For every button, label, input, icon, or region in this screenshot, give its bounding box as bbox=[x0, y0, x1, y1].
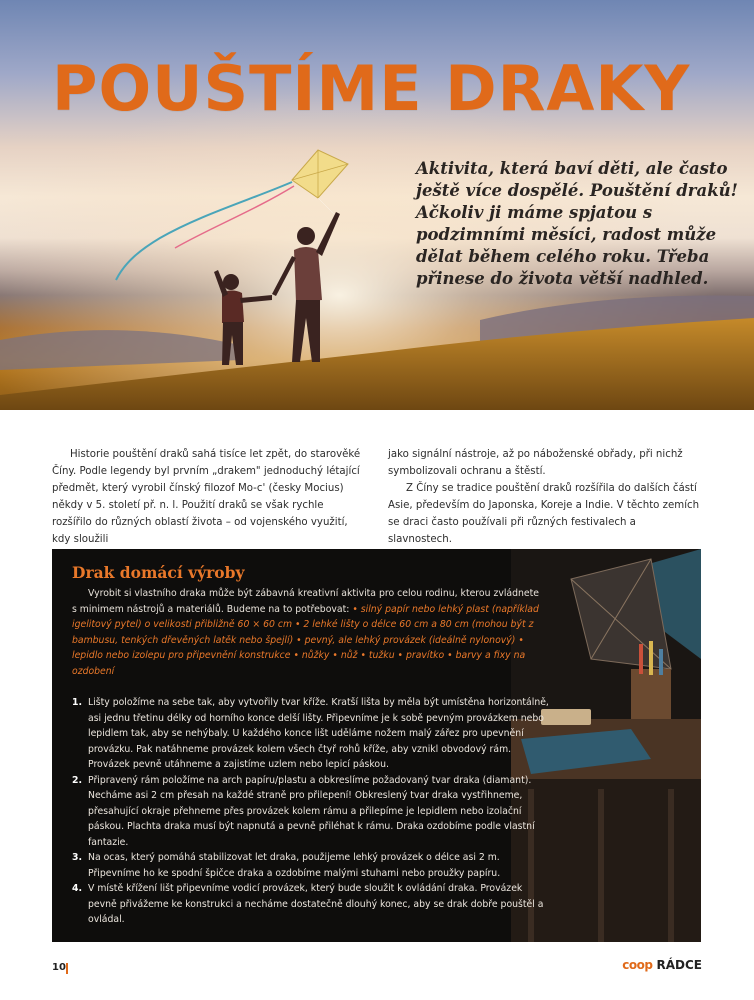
brand-logo bbox=[622, 958, 702, 972]
materials-list: • silný papír nebo lehký plast (například igelitový pytel) o velikosti přibližně 60 × 60 cm • 2 lehké lišty o délce 60 cm a 80 cm (mohou být z bambusu, tenkých dřevěných latěk nebo špejlí) • pevný, ale lehký provázek (ideálně nylonový) • lepidlo nebo izolepu pro připevnění konstrukce • nůžky • nůž • tužku • pravítko • barvy a fixy na ozdobení bbox=[72, 603, 539, 677]
intro-paragraph-3: Z Číny se tradice pouštění draků rozšířila do dalších částí Asie, především do Japonska, Koreje a Indie. V těchto zemích se draci často používali při různých festivalech a slavnostech. bbox=[388, 483, 700, 545]
step-text: Na ocas, který pomáhá stabilizovat let draka, použijeme lehký provázek o délce asi 2 m. Připevníme ho ke spodní špičce draka a ozdobíme malými stuhami nebo proužky papíru. bbox=[88, 852, 501, 879]
intro-paragraph-2: jako signální nástroje, až po náboženské obřady, při nichž symbolizovali ochranu a štěstí. bbox=[388, 449, 683, 477]
step-text: Lišty položíme na sebe tak, aby vytvořily tvar kříže. Kratší lišta by měla být umístěna horizontálně, asi jednu třetinu délky od horního konce delší lišty. Připevníme je k sobě pevným provázkem nebo lepidlem tak, aby se nehýbaly. U každého konce lišt uděláme nožem malý zářez pro upevnění provázku. Pak natáhneme provázek kolem všech čtyř rohů kříže, aby vznikl obvodový rám. Provázek pevně utáhneme a zajistíme uzlem nebo lepicí páskou. bbox=[88, 697, 549, 770]
page-title: POUŠTÍME DRAKY bbox=[52, 52, 691, 125]
instructions-box bbox=[52, 549, 701, 942]
step-text: V místě křížení lišt připevníme vodicí provázek, který bude sloužit k ovládání draka. Provázek pevně přivážeme ke konstrukci a necháme dostatečně dlouhý konec, aby se drak dobře pouštěl a ovládal. bbox=[88, 883, 544, 925]
step-number: 2. bbox=[72, 774, 83, 786]
step-item bbox=[72, 695, 550, 773]
intro-paragraph-1: Historie pouštění draků sahá tisíce let zpět, do starověké Číny. Podle legendy byl prvním „drakem" jednoduchý létající předmět, který vyrobil čínský filozof Mo-c' (česky Mocius) někdy v 5. století př. n. l. Použití draků se však rychle rozšířilo do různých oblastí života – od vojenského využití, kdy sloužili bbox=[52, 449, 361, 545]
materials-intro: Vyrobit si vlastního draka může být zábavná kreativní aktivita pro celou rodinu, kterou zvládnete s minimem nástrojů a materiálů. Budeme na to potřebovat: bbox=[72, 588, 539, 615]
step-item bbox=[72, 773, 550, 851]
page-number: 10 bbox=[52, 962, 66, 973]
intro-column-right bbox=[388, 446, 700, 548]
step-number: 4. bbox=[72, 883, 83, 894]
lead-paragraph: Aktivita, která baví děti, ale často ještě více dospělé. Pouštění draků! Ačkoliv ji máme spjatou s podzimními měsíci, radost může dělat během celého roku. Třeba přinese do života větší nadhled. bbox=[416, 159, 738, 288]
step-number: 3. bbox=[72, 852, 83, 863]
box-title: Drak domácí výroby bbox=[72, 563, 245, 582]
hero-photo bbox=[0, 0, 754, 410]
intro-column-left bbox=[52, 446, 362, 548]
page-number-divider bbox=[66, 963, 68, 974]
magazine-name: RÁDCE bbox=[656, 958, 702, 972]
steps-list bbox=[72, 695, 550, 928]
step-item bbox=[72, 881, 550, 928]
materials-paragraph bbox=[72, 586, 542, 679]
step-number: 1. bbox=[72, 697, 83, 708]
step-text: Připravený rám položíme na arch papíru/plastu a obkreslíme požadovaný tvar draka (diamant). Necháme asi 2 cm přesah na každé straně pro přilepení! Obkreslený tvar draka vystřihneme, přesahující okraje přehneme přes provázek kolem rámu a přilepíme je lepidlem nebo izolační páskou. Plachta draka musí být napnutá a pevně přiléhat k rámu. Draka ozdobíme podle vlastní fantazie. bbox=[88, 774, 535, 848]
step-item bbox=[72, 850, 550, 881]
coop-logo: coop bbox=[622, 958, 653, 972]
